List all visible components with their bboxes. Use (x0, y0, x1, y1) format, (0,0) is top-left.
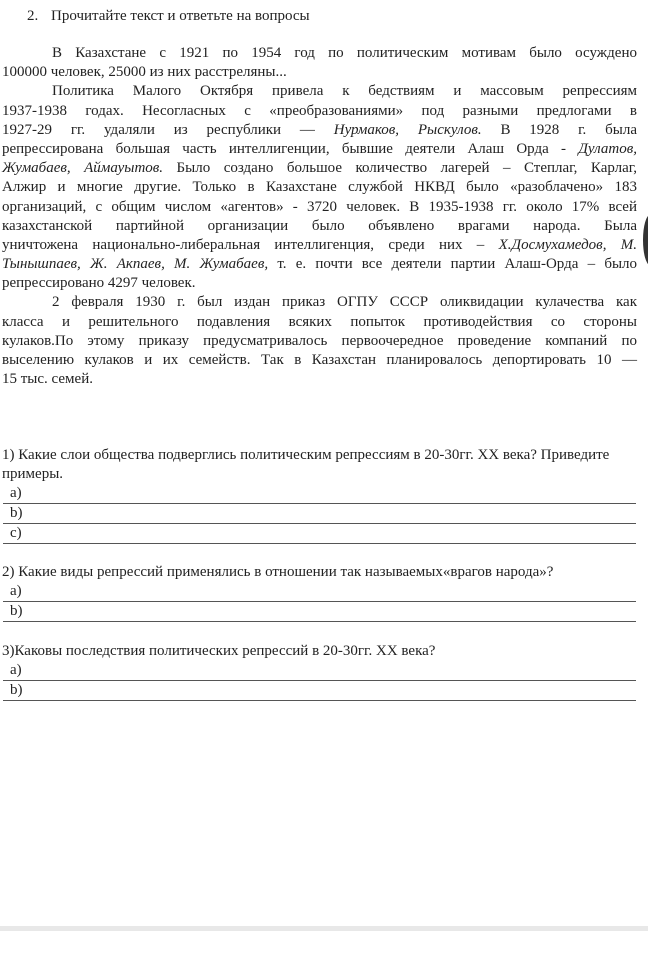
paragraph (2, 82, 637, 293)
text-line (2, 102, 637, 121)
italic-names: Х.Досмухамедов, М. (498, 236, 637, 253)
text-line (2, 140, 637, 159)
text-line (2, 274, 637, 293)
text-line (2, 255, 637, 274)
question-text: 2) Какие виды репрессий применялись в отношении так называемых«врагов народа»? (2, 564, 554, 580)
answer-label: c) (10, 525, 22, 541)
answer-line[interactable] (3, 484, 636, 504)
reading-text (2, 44, 637, 389)
text-line (2, 370, 637, 389)
answer-line[interactable] (3, 681, 636, 701)
text-segment: 1937-1938 годах. Несогласных с «преобразованиями» под разными предлогами в (2, 102, 637, 119)
answer-label: a) (10, 662, 22, 678)
answer-line[interactable] (3, 504, 636, 524)
task-title (27, 8, 310, 25)
text-line (2, 236, 637, 255)
text-segment: В 1928 г. была (481, 121, 637, 138)
text-segment: казахстанской партийной организации было объявлено врагами народа. Была (2, 217, 637, 234)
text-segment: Алжир и многие другие. Только в Казахстане службой НКВД было «разоблачено» 183 (2, 179, 637, 196)
text-line (2, 332, 637, 351)
answer-label: a) (10, 583, 22, 599)
text-segment: 100000 человек, 25000 из них расстреляны... (2, 64, 287, 81)
italic-names: Жумабаев, Аймауытов. (2, 160, 164, 177)
text-segment: уничтожена национально-либеральная интеллигенция, среди них – (2, 236, 499, 253)
task-number: 2. (27, 8, 39, 24)
answer-line[interactable] (3, 602, 636, 622)
text-line (2, 217, 637, 236)
text-line (2, 82, 637, 101)
answer-label: b) (10, 603, 23, 619)
text-segment: 2 февраля 1930 г. был издан приказ ОГПУ СССР оликвидации кулачества как (52, 294, 637, 311)
task-title-text: Прочитайте текст и ответьте на вопросы (51, 8, 310, 24)
text-line (2, 159, 637, 178)
text-segment: выселению кулаков и их семейств. Так в Казахстан планировалось депортировать 10 — (2, 352, 637, 368)
text-segment: 1927-29 гг. удаляли из республики — (2, 121, 334, 138)
text-segment: т. е. почти все деятели партии Алаш-Орда – было (268, 256, 638, 273)
text-segment: Политика Малого Октября привела к бедствиям и массовым репрессиям (52, 83, 637, 100)
text-line (2, 44, 637, 63)
question-text: 1) Какие слои общества подверглись политическим репрессиям в 20-30гг. XX века? Приведите примеры. (2, 447, 610, 482)
italic-names: Дулатов, (578, 140, 637, 157)
paragraph (2, 293, 637, 389)
paragraph (2, 44, 637, 82)
answer-line[interactable] (3, 524, 636, 544)
answer-line[interactable] (3, 582, 636, 602)
answer-label: b) (10, 682, 23, 698)
text-segment: В Казахстане с 1921 по 1954 год по политическим мотивам было осуждено (52, 45, 637, 61)
answer-label: b) (10, 505, 23, 521)
italic-names: Тынышпаев, Ж. Акпаев, М. Жумабаев, (2, 256, 269, 273)
partial-overlay-element (643, 215, 648, 265)
text-segment: репрессировано 4297 человек. (2, 275, 196, 292)
answer-label: a) (10, 485, 22, 501)
text-segment: класса и решительного подавления всяких попыток противодействия со стороны (2, 313, 637, 330)
answer-line[interactable] (3, 661, 636, 681)
italic-names: Нурмаков, Рыскулов. (333, 121, 482, 138)
text-segment: 15 тыс. семей. (2, 371, 93, 388)
text-segment: репрессирована большая часть интеллигенции, бывшие деятели Алаш Орда - (2, 140, 579, 157)
text-line (2, 121, 637, 140)
text-segment: кулаков.По этому приказу предусматривалось первоочередное проведение компаний по (2, 332, 637, 349)
bottom-divider (0, 926, 648, 931)
text-segment: организаций, с общим числом «агентов» - 3720 человек. В 1935-1938 гг. около 17% всей (2, 198, 637, 215)
text-line (2, 351, 637, 370)
text-line (2, 313, 637, 332)
text-segment: Было создано большое количество лагерей – Степлаг, Карлаг, (163, 160, 638, 177)
text-line (2, 293, 637, 312)
text-line (2, 63, 637, 82)
text-line (2, 178, 637, 197)
text-line (2, 198, 637, 217)
question-text: 3)Каковы последствия политических репрессий в 20-30гг. XX века? (2, 643, 436, 659)
